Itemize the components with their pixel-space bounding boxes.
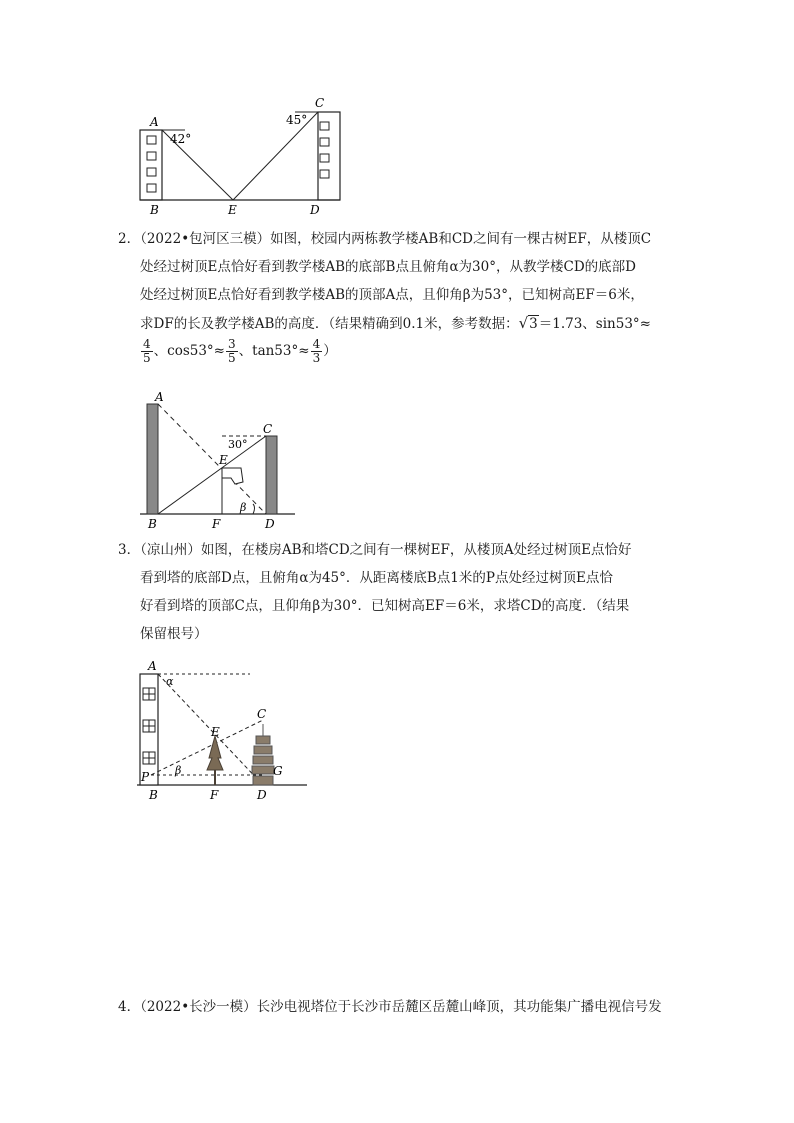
label-angle-42: 42° xyxy=(170,132,192,146)
label-alpha: α xyxy=(166,675,174,688)
label-B: B xyxy=(149,788,158,802)
label-C: C xyxy=(315,96,325,110)
label-B: B xyxy=(150,203,159,217)
label-A: A xyxy=(148,659,157,673)
label-D: D xyxy=(257,788,267,802)
problem-4-line-1: 4．（2022•长沙一模）长沙电视塔位于长沙市岳麓区岳麓山峰顶，其功能集广播电视信号发 xyxy=(118,999,662,1015)
label-E: E xyxy=(228,203,237,217)
figure-2-tree-between-buildings xyxy=(135,388,300,533)
problem-3 xyxy=(118,536,678,648)
sqrt-sign: √ xyxy=(518,314,529,332)
line-BC xyxy=(158,436,266,514)
problem-2-line-3: 处经过树顶E点恰好看到教学楼AB的顶部A点，且仰角β为53°，已知树高EF＝6米， xyxy=(140,287,644,303)
label-A: A xyxy=(155,390,164,404)
label-C: C xyxy=(263,422,273,436)
problem-2-line-1: 2．（2022•包河区三模）如图，校园内两栋教学楼AB和CD之间有一棵古树EF，从楼顶C xyxy=(118,231,652,247)
problem-3-line-3: 好看到塔的顶部C点，且仰角β为30°．已知树高EF＝6米，求塔CD的高度．（结果 xyxy=(140,598,630,614)
building-AB xyxy=(147,404,158,514)
window xyxy=(147,168,156,176)
label-beta: β xyxy=(175,764,182,777)
problem-3-line-2: 看到塔的底部D点，且俯角α为45°．从距离楼底B点1米的P点处经过树顶E点恰 xyxy=(140,570,613,586)
problem-3-line-1: 3．（凉山州）如图，在楼房AB和塔CD之间有一棵树EF，从楼顶A处经过树顶E点恰好 xyxy=(118,542,632,558)
tree-crown xyxy=(222,468,243,484)
label-F: F xyxy=(210,788,219,802)
building-left xyxy=(140,130,162,200)
label-B: B xyxy=(148,517,157,531)
problem-4 xyxy=(118,993,678,1021)
window xyxy=(147,184,156,192)
label-E: E xyxy=(219,453,228,467)
building-CD xyxy=(266,436,277,514)
label-G: G xyxy=(273,764,283,778)
problem-3-line-4: 保留根号） xyxy=(140,626,208,642)
label-A: A xyxy=(150,115,159,129)
fraction-cos53: $\frac{3}{5}$ xyxy=(228,337,236,365)
label-beta: β xyxy=(240,501,247,514)
label-angle-30: 30° xyxy=(228,438,248,451)
label-F: F xyxy=(212,517,221,531)
label-P: P xyxy=(141,770,150,784)
problem-2-line-5: $\frac{4}{5}$ 、cos53°≈ $\frac{3}{5}$ 、tan53°≈ $\frac{4}{3}$ ） xyxy=(143,337,337,365)
fraction-tan53: $\frac{4}{3}$ xyxy=(312,337,321,365)
problem-2-line-4: 求DF的长及教学楼AB的高度．（结果精确到0.1米，参考数据：√3＝1.73、sin53°≈ xyxy=(140,314,651,332)
label-E: E xyxy=(211,725,220,739)
line-AD-dashed xyxy=(158,404,266,514)
label-angle-45: 45° xyxy=(286,113,308,127)
window xyxy=(147,136,156,144)
figure-1-buildings-reflection xyxy=(130,90,370,220)
fraction-sin53: $\frac{4}{5}$ xyxy=(143,337,151,365)
pagoda-tower-icon xyxy=(252,724,274,785)
figure-3-tower-and-tree xyxy=(135,658,310,803)
label-D: D xyxy=(310,203,320,217)
label-C: C xyxy=(257,707,267,721)
window xyxy=(147,152,156,160)
problem-2-line-2: 处经过树顶E点恰好看到教学楼AB的底部B点且俯角α为30°，从教学楼CD的底部D xyxy=(140,259,636,275)
label-D: D xyxy=(265,517,275,531)
problem-2 xyxy=(118,225,678,369)
